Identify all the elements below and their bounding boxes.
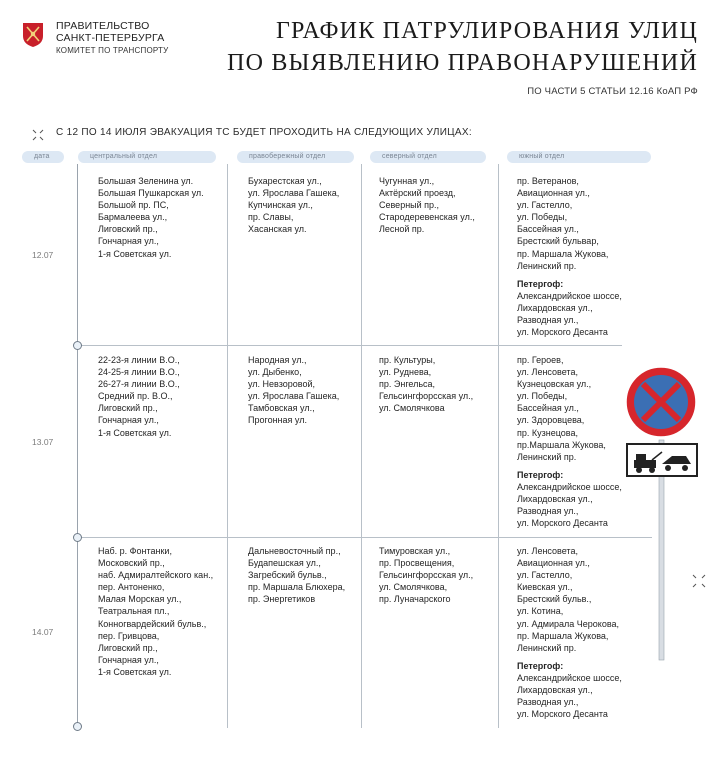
timeline-node <box>73 341 82 350</box>
page-title-line-1: ГРАФИК ПАТРУЛИРОВАНИЯ УЛИЦ <box>275 18 698 44</box>
street-item: пер. Антоненко, <box>98 582 165 593</box>
street-item: пр. Кузнецова, <box>517 427 578 438</box>
street-item: Ленинский пр. <box>517 451 577 462</box>
street-item: пр. Славы, <box>248 212 294 223</box>
street-item: Тимуровская ул., <box>379 546 451 556</box>
street-item: Петергоф: <box>517 660 564 671</box>
street-item: ул. Победы, <box>517 212 568 223</box>
street-item: пр. Маршала Жукова, <box>517 248 609 259</box>
timeline-line <box>77 164 78 728</box>
street-list-south <box>517 545 622 720</box>
street-item: Александрийское шоссе, <box>517 290 622 301</box>
street-item: Разводная ул., <box>517 315 579 326</box>
organization-name <box>56 20 168 57</box>
column-header-central: центральный отдел <box>78 151 216 163</box>
street-item: пр. Энергетиков <box>248 594 316 605</box>
street-item: Брестский бульв., <box>517 594 592 605</box>
street-item: Гончарная ул., <box>98 654 159 665</box>
street-list-central <box>98 354 180 439</box>
street-item: Чугунная ул., <box>379 176 435 186</box>
street-item: Разводная ул., <box>517 506 579 517</box>
street-item: 24-25-я линии В.О., <box>98 367 180 378</box>
street-list-north <box>379 354 473 414</box>
column-header-south: южный отдел <box>507 151 651 163</box>
page-subtitle: ПО ЧАСТИ 5 СТАТЬИ 12.16 КоАП РФ <box>527 86 698 97</box>
street-item: Кузнецовская ул., <box>517 379 592 390</box>
street-item: Петергоф: <box>517 469 564 480</box>
notice-text: С 12 ПО 14 ИЮЛЯ ЭВАКУАЦИЯ ТС БУДЕТ ПРОХОДИТЬ НА СЛЕДУЮЩИХ УЛИЦАХ: <box>56 127 472 138</box>
street-item: пр. Культуры, <box>379 355 436 365</box>
street-item: ул. Смолячкова <box>379 403 445 414</box>
street-item: Конногвардейский бульв., <box>98 618 207 629</box>
street-list-north <box>379 175 475 235</box>
street-item: ул. Ярослава Гашека, <box>248 391 340 402</box>
sparkle-icon <box>32 128 44 146</box>
street-list-right-bank <box>248 354 339 427</box>
street-item: 1-я Советская ул. <box>98 248 172 259</box>
street-item: Тамбовская ул., <box>248 403 315 414</box>
street-item: Лиговский пр., <box>98 224 158 235</box>
column-header-right-bank: правобережный отдел <box>237 151 354 163</box>
street-item: пр. Энгельса, <box>379 379 436 390</box>
org-line-3: КОМИТЕТ ПО ТРАНСПОРТУ <box>56 46 169 55</box>
sparkle-icon <box>692 574 706 593</box>
street-list-central <box>98 545 213 678</box>
street-item: Авиационная ул., <box>517 188 590 199</box>
spb-emblem-icon <box>22 22 44 53</box>
street-item: ул. Морского Десанта <box>517 709 608 720</box>
street-list-north <box>379 545 473 605</box>
street-item: Лиговский пр., <box>98 642 158 653</box>
street-item: Лесной пр. <box>379 224 425 235</box>
street-item: наб. Адмиралтейского кан., <box>98 570 214 581</box>
timeline-node <box>73 722 82 731</box>
street-item: Гельсингфорсская ул., <box>379 570 474 581</box>
street-item: Гельсингфорсская ул., <box>379 391 474 402</box>
street-list-right-bank <box>248 175 339 235</box>
timeline-node <box>73 533 82 542</box>
street-item: пр. Просвещения, <box>379 558 455 569</box>
street-item: ул. Невзоровой, <box>248 379 315 390</box>
street-item: пр.Маршала Жукова, <box>517 439 606 450</box>
street-item: ул. Морского Десанта <box>517 327 608 338</box>
street-item: ул. Гастелло, <box>517 570 573 581</box>
street-item: Разводная ул., <box>517 697 579 708</box>
street-item: Петергоф: <box>517 278 564 289</box>
street-item: ул. Ярослава Гашека, <box>248 188 340 199</box>
street-item: Лихардовская ул., <box>517 302 593 313</box>
row-date: 13.07 <box>32 437 54 447</box>
street-item: пр. Маршала Блюхера, <box>248 582 346 593</box>
street-item: 22-23-я линии В.О., <box>98 355 180 365</box>
street-item: Ленинский пр. <box>517 642 577 653</box>
street-item: Бухарестская ул., <box>248 176 322 186</box>
street-item: Купчинская ул., <box>248 200 313 211</box>
row-divider <box>77 345 622 346</box>
street-item: ул. Гастелло, <box>517 200 573 211</box>
org-line-1: ПРАВИТЕЛЬСТВО <box>56 20 150 32</box>
street-item: Лихардовская ул., <box>517 494 593 505</box>
column-divider <box>498 164 499 728</box>
street-item: Лихардовская ул., <box>517 685 593 696</box>
page-title-line-2: ПО ВЫЯВЛЕНИЮ ПРАВОНАРУШЕНИЙ <box>227 50 698 76</box>
street-item: Загребский бульв., <box>248 570 327 581</box>
street-list-south <box>517 175 622 338</box>
street-item: Будапешская ул., <box>248 558 321 569</box>
no-stopping-sign-icon <box>622 364 706 669</box>
street-item: Лиговский пр., <box>98 403 158 414</box>
street-item: Авиационная ул., <box>517 558 590 569</box>
street-item: Бармалеева ул., <box>98 212 168 223</box>
column-divider <box>227 164 228 728</box>
row-divider <box>77 537 652 538</box>
street-item: Большая Пушкарская ул. <box>98 188 204 199</box>
street-item: Большая Зеленина ул. <box>98 176 194 186</box>
street-item: Прогонная ул. <box>248 415 307 426</box>
street-item: 1-я Советская ул. <box>98 427 172 438</box>
street-item: Наб. р. Фонтанки, <box>98 546 172 556</box>
street-item: Северный пр., <box>379 200 440 211</box>
street-item: Большой пр. ПС, <box>98 200 169 211</box>
street-item: ул. Дыбенко, <box>248 367 302 378</box>
street-item: Александрийское шоссе, <box>517 672 622 683</box>
column-divider <box>361 164 362 728</box>
street-item: ул. Ленсовета, <box>517 546 578 556</box>
org-line-2: САНКТ-ПЕТЕРБУРГА <box>56 32 165 44</box>
street-item: Актёрский проезд, <box>379 188 456 199</box>
street-item: Дальневосточный пр., <box>248 546 341 556</box>
street-item: 26-27-я линии В.О., <box>98 379 180 390</box>
column-header-date: дата <box>22 151 64 163</box>
street-item: Александрийское шоссе, <box>517 481 622 492</box>
street-item: ул. Здоровцева, <box>517 415 585 426</box>
row-date: 12.07 <box>32 250 54 260</box>
street-item: ул. Смолячкова, <box>379 582 448 593</box>
street-item: 1-я Советская ул. <box>98 666 172 677</box>
street-item: Стародеревенская ул., <box>379 212 475 223</box>
row-date: 14.07 <box>32 627 54 637</box>
street-item: Бассейная ул., <box>517 224 579 235</box>
street-item: Народная ул., <box>248 355 307 365</box>
street-item: ул. Ленсовета, <box>517 367 578 378</box>
street-item: Московский пр., <box>98 558 165 569</box>
street-item: Гончарная ул., <box>98 236 159 247</box>
street-item: пр. Героев, <box>517 355 564 365</box>
street-item: ул. Адмирала Черокова, <box>517 618 620 629</box>
street-item: ул. Морского Десанта <box>517 518 608 529</box>
street-list-central <box>98 175 204 260</box>
street-item: Бассейная ул., <box>517 403 579 414</box>
street-item: пр. Ветеранов, <box>517 176 579 186</box>
street-item: ул. Руднева, <box>379 367 432 378</box>
street-item: пр. Маршала Жукова, <box>517 630 609 641</box>
street-item: Хасанская ул. <box>248 224 307 235</box>
street-list-south <box>517 354 622 529</box>
street-list-right-bank <box>248 545 345 605</box>
street-item: Малая Морская ул., <box>98 594 182 605</box>
street-item: Брестский бульвар, <box>517 236 599 247</box>
street-item: Ленинский пр. <box>517 260 577 271</box>
street-item: ул. Котина, <box>517 606 564 617</box>
column-header-north: северный отдел <box>370 151 486 163</box>
street-item: Киевская ул., <box>517 582 573 593</box>
street-item: пер. Гривцова, <box>98 630 160 641</box>
street-item: ул. Победы, <box>517 391 568 402</box>
street-item: Средний пр. В.О., <box>98 391 173 402</box>
street-item: пр. Луначарского <box>379 594 451 605</box>
street-item: Театральная пл., <box>98 606 170 617</box>
street-item: Гончарная ул., <box>98 415 159 426</box>
